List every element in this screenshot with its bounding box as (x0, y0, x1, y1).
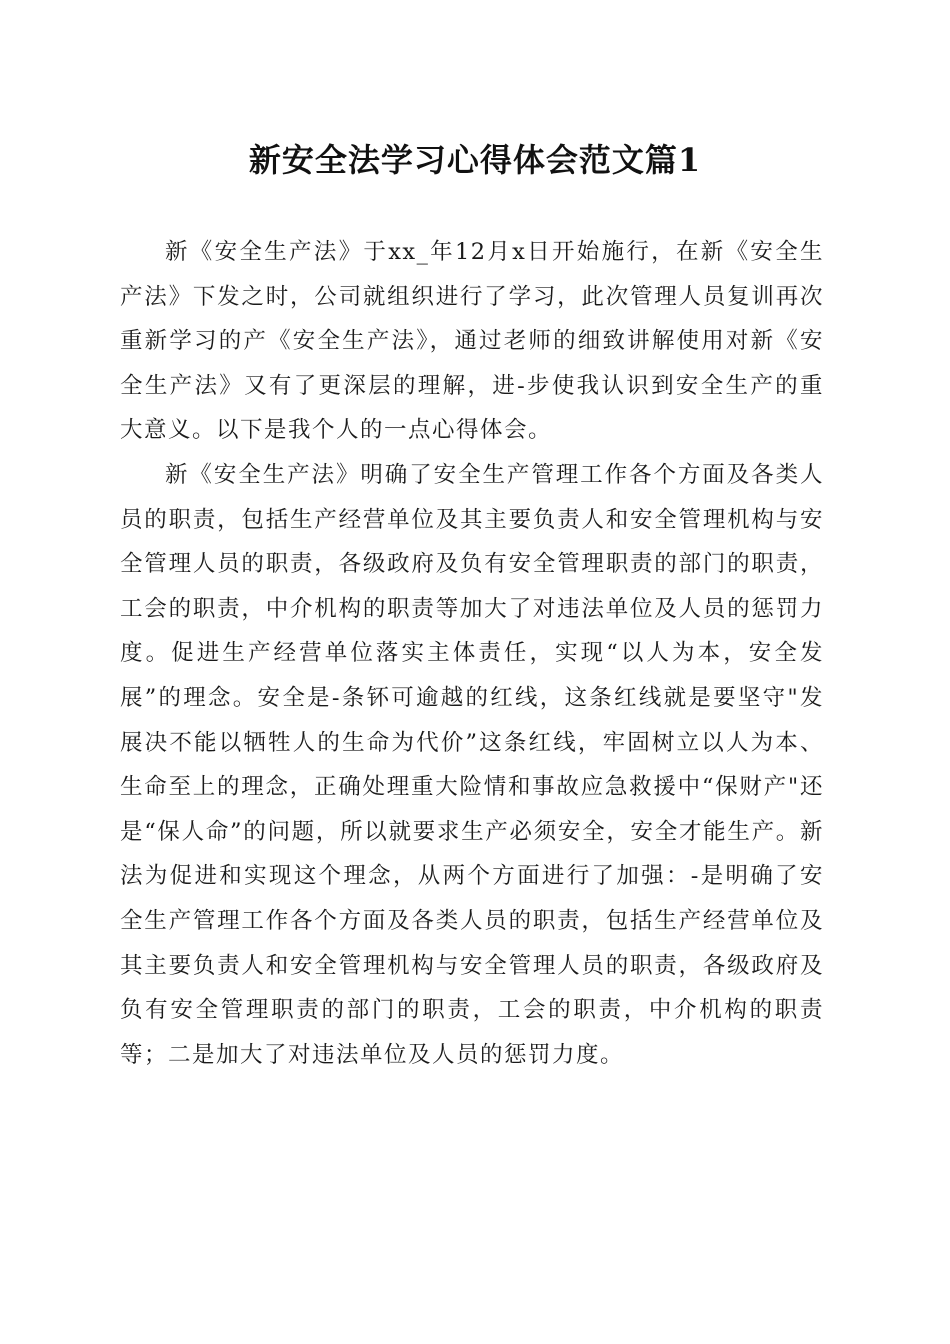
document-body (120, 230, 824, 1077)
page-title: 新安全法学习心得体会范文篇1 (248, 141, 702, 179)
paragraph-1: 新《安全生产法》于xx_年12月x日开始施行，在新《安全生产法》下发之时，公司就组织进行了学习，此次管理人员复训再次重新学习的产《安全生产法》，通过老师的细致讲解使用对新《安全生产法》又有了更深层的理解，进-步使我认识到安全生产的重大意义。以下是我个人的一点心得体会。 (120, 239, 824, 444)
paragraph-2: 新《安全生产法》明确了安全生产管理工作各个方面及各类人员的职责，包括生产经营单位及其主要负责人和安全管理机构与安全管理人员的职责，各级政府及负有安全管理职责的部门的职责，工会的职责，中介机构的职责等加大了对违法单位及人员的惩罚力度。促进生产经营单位落实主体责任，实现“以人为本，安全发展”的理念。安全是-条钚可逾越的红线，这条红线就是要坚守"发展决不能以牺牲人的生命为代价”这条红线，牢固树立以人为本、生命至上的理念，正确处理重大险情和事故应急救援中“保财产"还是“保人命”的问题，所以就要求生产必须安全，安全才能生产。新法为促进和实现这个理念，从两个方面进行了加强：-是明确了安全生产管理工作各个方面及各类人员的职责，包括生产经营单位及其主要负责人和安全管理机构与安全管理人员的职责，各级政府及负有安全管理职责的部门的职责，工会的职责，中介机构的职责等；二是加大了对违法单位及人员的惩罚力度。 (120, 461, 824, 1068)
